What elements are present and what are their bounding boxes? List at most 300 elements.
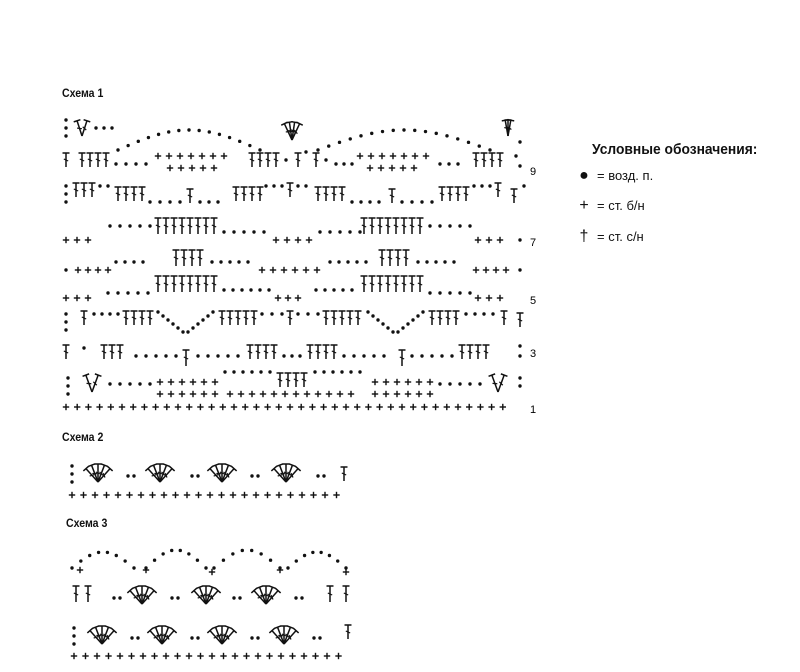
chain-stitch: [161, 314, 164, 317]
single-crochet: [477, 404, 483, 410]
chain-stitch: [118, 382, 121, 385]
single-crochet: [343, 569, 349, 575]
chain-stitch: [448, 291, 451, 294]
chain-stitch: [141, 260, 144, 263]
double-crochet: [385, 218, 392, 234]
double-crochet: [243, 311, 250, 325]
chain-stitch: [144, 162, 147, 165]
double-crochet: [459, 345, 466, 359]
double-crochet: [139, 311, 146, 325]
single-crochet: [197, 653, 203, 659]
chain-stitch: [350, 162, 353, 165]
single-crochet: [497, 237, 503, 243]
chain-stitch: [368, 200, 371, 203]
chain-stitch: [191, 326, 194, 329]
double-crochet: [287, 311, 294, 325]
chain-stitch: [116, 291, 119, 294]
chain-stitch: [137, 140, 140, 143]
chain-stitch: [295, 559, 298, 562]
chain-stitch: [241, 370, 244, 373]
double-crochet: [377, 276, 384, 292]
single-crochet: [379, 153, 385, 159]
chain-stitch: [228, 260, 231, 263]
chain-stitch: [249, 288, 252, 291]
chain-stitch: [268, 370, 271, 373]
single-crochet: [209, 653, 215, 659]
chain-stitch: [144, 354, 147, 357]
chain-stitch: [421, 310, 424, 313]
chain-stitch: [166, 318, 169, 321]
chain-stitch: [359, 134, 362, 137]
chain-stitch: [153, 558, 156, 561]
single-crochet: [475, 295, 481, 301]
chain-stitch: [66, 384, 69, 387]
chain-stitch: [231, 552, 234, 555]
chain-stitch: [296, 312, 299, 315]
single-crochet: [188, 153, 194, 159]
chain-stitch: [208, 130, 211, 133]
chain-stitch: [348, 230, 351, 233]
chain-stitch: [64, 312, 67, 315]
chain-stitch: [284, 158, 287, 161]
chain-stitch: [110, 126, 113, 129]
chain-stitch: [300, 596, 303, 599]
chain-stitch: [425, 260, 428, 263]
double-crochet: [393, 276, 400, 292]
chain-stitch: [170, 549, 173, 552]
chain-stitch: [79, 559, 82, 562]
chain-stitch: [435, 132, 438, 135]
chain-stitch: [123, 559, 126, 562]
chain-stitch: [241, 549, 244, 552]
single-crochet: [271, 391, 277, 397]
single-crochet: [416, 391, 422, 397]
single-crochet: [126, 492, 132, 498]
chain-stitch: [136, 636, 139, 639]
chain-stitch: [342, 162, 345, 165]
chain-stitch: [256, 636, 259, 639]
single-crochet: [178, 165, 184, 171]
chain-stitch: [196, 354, 199, 357]
double-crochet: [293, 373, 300, 387]
single-crochet: [412, 153, 418, 159]
double-crochet: [63, 345, 70, 359]
double-crochet: [395, 250, 402, 266]
single-crochet: [390, 153, 396, 159]
single-crochet: [243, 653, 249, 659]
chain-stitch: [64, 268, 67, 271]
chain-stitch: [458, 291, 461, 294]
chain-stitch: [401, 326, 404, 329]
scheme-3-chart: [70, 549, 351, 659]
chain-stitch: [136, 291, 139, 294]
chain-stitch: [64, 134, 67, 137]
double-crochet: [187, 218, 194, 234]
double-crochet: [361, 276, 368, 292]
double-crochet: [339, 187, 346, 201]
chain-stitch: [306, 312, 309, 315]
chain-stitch: [64, 192, 67, 195]
chain-stitch: [114, 162, 117, 165]
chain-stitch: [514, 154, 517, 157]
chain-stitch: [406, 322, 409, 325]
single-crochet: [277, 567, 283, 573]
chain-stitch: [70, 480, 73, 483]
chain-stitch: [518, 376, 521, 379]
double-crochet: [203, 276, 210, 292]
double-crochet-t-icon: †: [579, 227, 589, 245]
chain-stitch: [94, 126, 97, 129]
chain-stitch-dot-icon: ●: [579, 166, 589, 184]
single-crochet: [365, 404, 371, 410]
single-crochet: [212, 391, 218, 397]
double-crochet: [345, 625, 352, 639]
double-crochet: [331, 187, 338, 201]
chain-stitch: [428, 291, 431, 294]
double-crochet: [497, 153, 504, 167]
chain-stitch: [468, 291, 471, 294]
single-crochet: [241, 492, 247, 498]
double-crochet: [409, 218, 416, 234]
single-crochet: [416, 379, 422, 385]
chain-stitch: [518, 140, 521, 143]
chain-stitch: [410, 200, 413, 203]
chain-stitch: [386, 326, 389, 329]
chain-stitch: [316, 312, 319, 315]
chain-stitch: [448, 382, 451, 385]
single-crochet: [230, 492, 236, 498]
single-crochet: [295, 295, 301, 301]
chain-stitch: [148, 382, 151, 385]
single-crochet: [378, 165, 384, 171]
single-crochet: [201, 379, 207, 385]
double-crochet: [463, 187, 470, 201]
double-crochet: [393, 218, 400, 234]
single-crochet: [96, 404, 102, 410]
chain-stitch: [148, 200, 151, 203]
single-crochet: [411, 165, 417, 171]
chain-stitch: [258, 288, 261, 291]
chain-stitch: [97, 551, 100, 554]
single-crochet: [190, 391, 196, 397]
chain-stitch: [256, 474, 259, 477]
chain-stitch: [134, 162, 137, 165]
single-crochet: [259, 267, 265, 273]
single-crochet: [75, 267, 81, 273]
row-number-9: 9: [530, 166, 537, 178]
chain-stitch: [132, 260, 135, 263]
chain-stitch: [70, 472, 73, 475]
single-crochet: [249, 391, 255, 397]
single-crochet: [314, 267, 320, 273]
chain-stitch: [318, 230, 321, 233]
chain-stitch: [177, 129, 180, 132]
chain-stitch: [112, 596, 115, 599]
double-crochet: [389, 189, 396, 203]
chain-stitch: [382, 354, 385, 357]
single-crochet: [299, 492, 305, 498]
chain-stitch: [258, 148, 261, 151]
chain-stitch: [167, 130, 170, 133]
single-crochet: [427, 379, 433, 385]
single-crochet: [63, 295, 69, 301]
single-crochet: [69, 492, 75, 498]
double-crochet: [85, 586, 92, 602]
chain-stitch: [430, 200, 433, 203]
single-crochet: [486, 295, 492, 301]
double-crochet: [347, 311, 354, 325]
chain-stitch: [402, 128, 405, 131]
chain-stitch: [132, 474, 135, 477]
chain-stitch: [349, 137, 352, 140]
double-crochet: [401, 218, 408, 234]
single-crochet: [200, 165, 206, 171]
single-crochet: [275, 295, 281, 301]
single-crochet: [85, 237, 91, 243]
double-crochet: [131, 187, 138, 201]
single-crochet: [287, 404, 293, 410]
single-crochet: [199, 153, 205, 159]
chain-stitch: [267, 288, 270, 291]
single-crochet: [242, 404, 248, 410]
chain-stitch: [294, 596, 297, 599]
chain-stitch: [190, 636, 193, 639]
chain-stitch: [250, 370, 253, 373]
chain-stitch: [232, 230, 235, 233]
single-crochet: [220, 653, 226, 659]
chain-stitch: [341, 288, 344, 291]
chain-stitch: [92, 312, 95, 315]
chain-stitch: [226, 354, 229, 357]
single-crochet: [394, 391, 400, 397]
chain-stitch: [518, 354, 521, 357]
single-crochet: [295, 237, 301, 243]
single-crochet: [155, 153, 161, 159]
single-crochet: [315, 391, 321, 397]
legend-title: Условные обозначения:: [592, 141, 758, 158]
chain-stitch: [259, 552, 262, 555]
single-crochet: [475, 237, 481, 243]
chain-stitch: [176, 326, 179, 329]
single-crochet: [333, 492, 339, 498]
double-crochet: [179, 218, 186, 234]
chain-stitch: [181, 330, 184, 333]
single-crochet: [179, 391, 185, 397]
double-crochet: [81, 183, 88, 197]
chain-stitch: [100, 312, 103, 315]
single-crochet: [357, 153, 363, 159]
single-crochet: [394, 379, 400, 385]
single-crochet: [383, 379, 389, 385]
double-crochet: [323, 187, 330, 201]
chain-stitch: [443, 260, 446, 263]
double-crochet: [249, 153, 256, 167]
double-crochet: [163, 276, 170, 292]
chain-stitch: [447, 162, 450, 165]
single-crochet: [348, 391, 354, 397]
double-crochet: [475, 345, 482, 359]
chain-stitch: [106, 184, 109, 187]
chain-stitch: [416, 260, 419, 263]
chain-stitch: [168, 200, 171, 203]
single-crochet-plus-icon: +: [579, 196, 589, 214]
double-crochet: [89, 183, 96, 197]
chain-stitch: [207, 200, 210, 203]
single-crochet: [388, 404, 394, 410]
double-crochet: [455, 187, 462, 201]
chain-stitch: [340, 370, 343, 373]
double-crochet: [379, 250, 386, 266]
chain-stitch: [246, 260, 249, 263]
chain-stitch: [458, 224, 461, 227]
single-crochet: [94, 653, 100, 659]
chain-stitch: [303, 554, 306, 557]
chain-stitch: [114, 260, 117, 263]
chain-stitch: [282, 354, 285, 357]
single-crochet: [108, 404, 114, 410]
single-crochet: [293, 391, 299, 397]
double-crochet: [417, 276, 424, 292]
scheme-1-row-numbers: [530, 166, 536, 416]
chain-stitch: [156, 310, 159, 313]
single-crochet: [85, 295, 91, 301]
double-crochet: [307, 345, 314, 359]
chain-stitch: [338, 141, 341, 144]
chain-stitch: [170, 596, 173, 599]
chain-stitch: [64, 200, 67, 203]
chain-stitch: [328, 554, 331, 557]
chain-stitch: [196, 636, 199, 639]
chain-stitch: [298, 354, 301, 357]
single-crochet: [232, 653, 238, 659]
single-crochet: [401, 153, 407, 159]
chain-stitch: [206, 314, 209, 317]
chain-stitch: [428, 224, 431, 227]
double-crochet: [173, 250, 180, 266]
chain-stitch: [319, 551, 322, 554]
double-crochet: [409, 276, 416, 292]
double-crochet: [257, 187, 264, 201]
double-crochet: [401, 276, 408, 292]
double-crochet: [447, 187, 454, 201]
chain-stitch: [334, 162, 337, 165]
chain-stitch: [206, 354, 209, 357]
single-crochet: [85, 404, 91, 410]
single-crochet: [221, 153, 227, 159]
chain-stitch: [210, 260, 213, 263]
chain-stitch: [223, 370, 226, 373]
single-crochet: [303, 267, 309, 273]
chain-stitch: [260, 312, 263, 315]
single-crochet: [74, 404, 80, 410]
chain-stitch: [196, 474, 199, 477]
single-crochet: [400, 165, 406, 171]
chain-stitch: [324, 158, 327, 161]
chain-stitch: [272, 184, 275, 187]
double-crochet: [249, 187, 256, 201]
single-crochet: [455, 404, 461, 410]
double-crochet: [385, 276, 392, 292]
chain-stitch: [196, 558, 199, 561]
single-crochet: [368, 153, 374, 159]
chain-stitch: [331, 370, 334, 373]
chain-stitch: [480, 184, 483, 187]
chain-stitch: [70, 566, 73, 569]
single-crochet: [141, 404, 147, 410]
single-crochet: [466, 404, 472, 410]
single-crochet: [105, 267, 111, 273]
chain-stitch: [400, 200, 403, 203]
chain-stitch: [138, 382, 141, 385]
double-crochet: [323, 311, 330, 325]
chain-stitch: [396, 330, 399, 333]
chain-stitch: [190, 474, 193, 477]
double-crochet: [197, 250, 204, 266]
double-crochet: [429, 311, 436, 325]
chain-stitch: [280, 184, 283, 187]
double-crochet: [233, 187, 240, 201]
single-crochet: [80, 492, 86, 498]
chain-stitch: [250, 636, 253, 639]
chain-stitch: [450, 354, 453, 357]
single-crochet: [284, 237, 290, 243]
single-crochet: [164, 404, 170, 410]
single-crochet: [195, 492, 201, 498]
chain-stitch: [314, 288, 317, 291]
single-crochet: [376, 404, 382, 410]
double-crochet: [369, 218, 376, 234]
chain-stitch: [312, 636, 315, 639]
single-crochet: [289, 653, 295, 659]
single-crochet: [197, 404, 203, 410]
chain-stitch: [322, 370, 325, 373]
double-crochet: [171, 276, 178, 292]
double-crochet: [501, 311, 508, 325]
scheme-3-label: Схема 3: [66, 516, 108, 530]
chain-stitch: [420, 354, 423, 357]
double-crochet: [247, 345, 254, 359]
chain-stitch: [88, 554, 91, 557]
single-crochet: [309, 404, 315, 410]
chain-stitch: [179, 549, 182, 552]
chain-stitch: [518, 384, 521, 387]
single-crochet: [301, 653, 307, 659]
double-crochet: [211, 218, 218, 234]
chain-stitch: [222, 288, 225, 291]
single-crochet: [310, 492, 316, 498]
chain-stitch: [250, 474, 253, 477]
chain-stitch: [518, 268, 521, 271]
single-crochet: [343, 404, 349, 410]
double-crochet: [445, 311, 452, 325]
single-crochet: [264, 492, 270, 498]
chain-stitch: [174, 354, 177, 357]
single-crochet: [140, 653, 146, 659]
chain-stitch: [410, 354, 413, 357]
chain-stitch: [411, 318, 414, 321]
chain-stitch: [232, 596, 235, 599]
chain-stitch: [518, 344, 521, 347]
single-crochet: [423, 153, 429, 159]
chain-stitch: [242, 230, 245, 233]
double-crochet: [139, 187, 146, 201]
chain-stitch: [350, 200, 353, 203]
chain-stitch: [355, 260, 358, 263]
double-crochet: [183, 350, 190, 366]
double-crochet: [355, 311, 362, 325]
chain-stitch: [358, 230, 361, 233]
double-crochet: [195, 218, 202, 234]
